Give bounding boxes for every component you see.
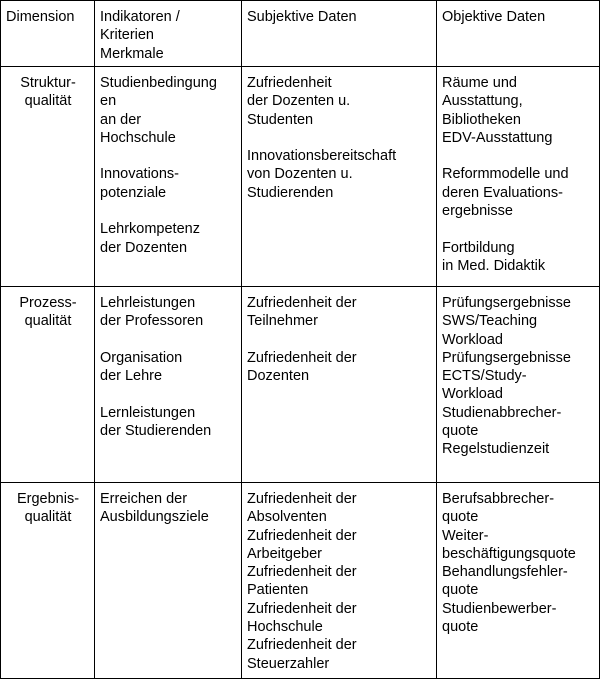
header-objective-data: Objektive Daten <box>437 1 600 67</box>
subjective-entry: Zufriedenheit der Dozenten u. Studenten <box>247 75 351 128</box>
objective-entry: Berufsabbrecher- quote Weiter- beschäftigungsquote Behandlungsfehler- quote Studienbewerber- quote <box>442 491 576 636</box>
header-row <box>1 1 600 67</box>
indicator-entry: Lehrleistungen der Professoren <box>100 295 204 330</box>
table-row-prozess <box>1 287 600 483</box>
subjective-cell <box>242 483 437 679</box>
objective-entry: Reformmodelle und deren Evaluations- ergebnisse <box>442 166 569 220</box>
dimension-label: Struktur- qualität <box>20 75 76 110</box>
subjective-cell <box>242 287 437 483</box>
indicator-entry: Studienbedingung en an der Hochschule <box>100 75 217 146</box>
header-dimension: Dimension <box>1 1 95 67</box>
indicators-cell <box>95 287 242 483</box>
dimension-cell <box>1 67 95 287</box>
objective-entry: Räume und Ausstattung, Bibliotheken EDV-Ausstattung <box>442 75 553 146</box>
subjective-cell <box>242 67 437 287</box>
table-row-struktur <box>1 67 600 287</box>
indicator-entry: Innovations- potenziale <box>100 166 179 201</box>
dimension-cell <box>1 287 95 483</box>
indicator-entry: Erreichen der Ausbildungsziele <box>100 491 209 526</box>
indicators-cell <box>95 67 242 287</box>
table-row-ergebnis <box>1 483 600 679</box>
header-subjective-data: Subjektive Daten <box>242 1 437 67</box>
subjective-entry: Zufriedenheit der Dozenten <box>247 349 357 385</box>
header-indicators: Indikatoren / Kriterien Merkmale <box>95 1 242 67</box>
subjective-entry: Innovationsbereitschaft von Dozenten u. Studierenden <box>247 148 397 201</box>
objective-cell <box>437 483 600 679</box>
objective-cell <box>437 287 600 483</box>
indicator-entry: Lehrkompetenz der Dozenten <box>100 221 200 256</box>
indicator-entry: Lernleistungen der Studierenden <box>100 404 212 440</box>
subjective-entry: Zufriedenheit der Absolventen Zufriedenheit der Arbeitgeber Zufriedenheit der Patienten Zufriedenheit der Hochschule Zufriedenheit der Steuerzahler <box>247 491 357 672</box>
indicator-entry: Organisation der Lehre <box>100 349 183 385</box>
objective-entry: Prüfungsergebnisse SWS/Teaching Workload Prüfungsergebnisse ECTS/Study- Workload Studienabbrecher- quote Regelstudienzeit <box>442 295 571 458</box>
dimension-label: Prozess- qualität <box>19 295 77 330</box>
objective-cell <box>437 67 600 287</box>
indicators-cell <box>95 483 242 679</box>
subjective-entry: Zufriedenheit der Teilnehmer <box>247 295 357 330</box>
objective-entry: Fortbildung in Med. Didaktik <box>442 239 546 274</box>
dimension-cell <box>1 483 95 679</box>
dimension-label: Ergebnis- qualität <box>16 491 80 526</box>
